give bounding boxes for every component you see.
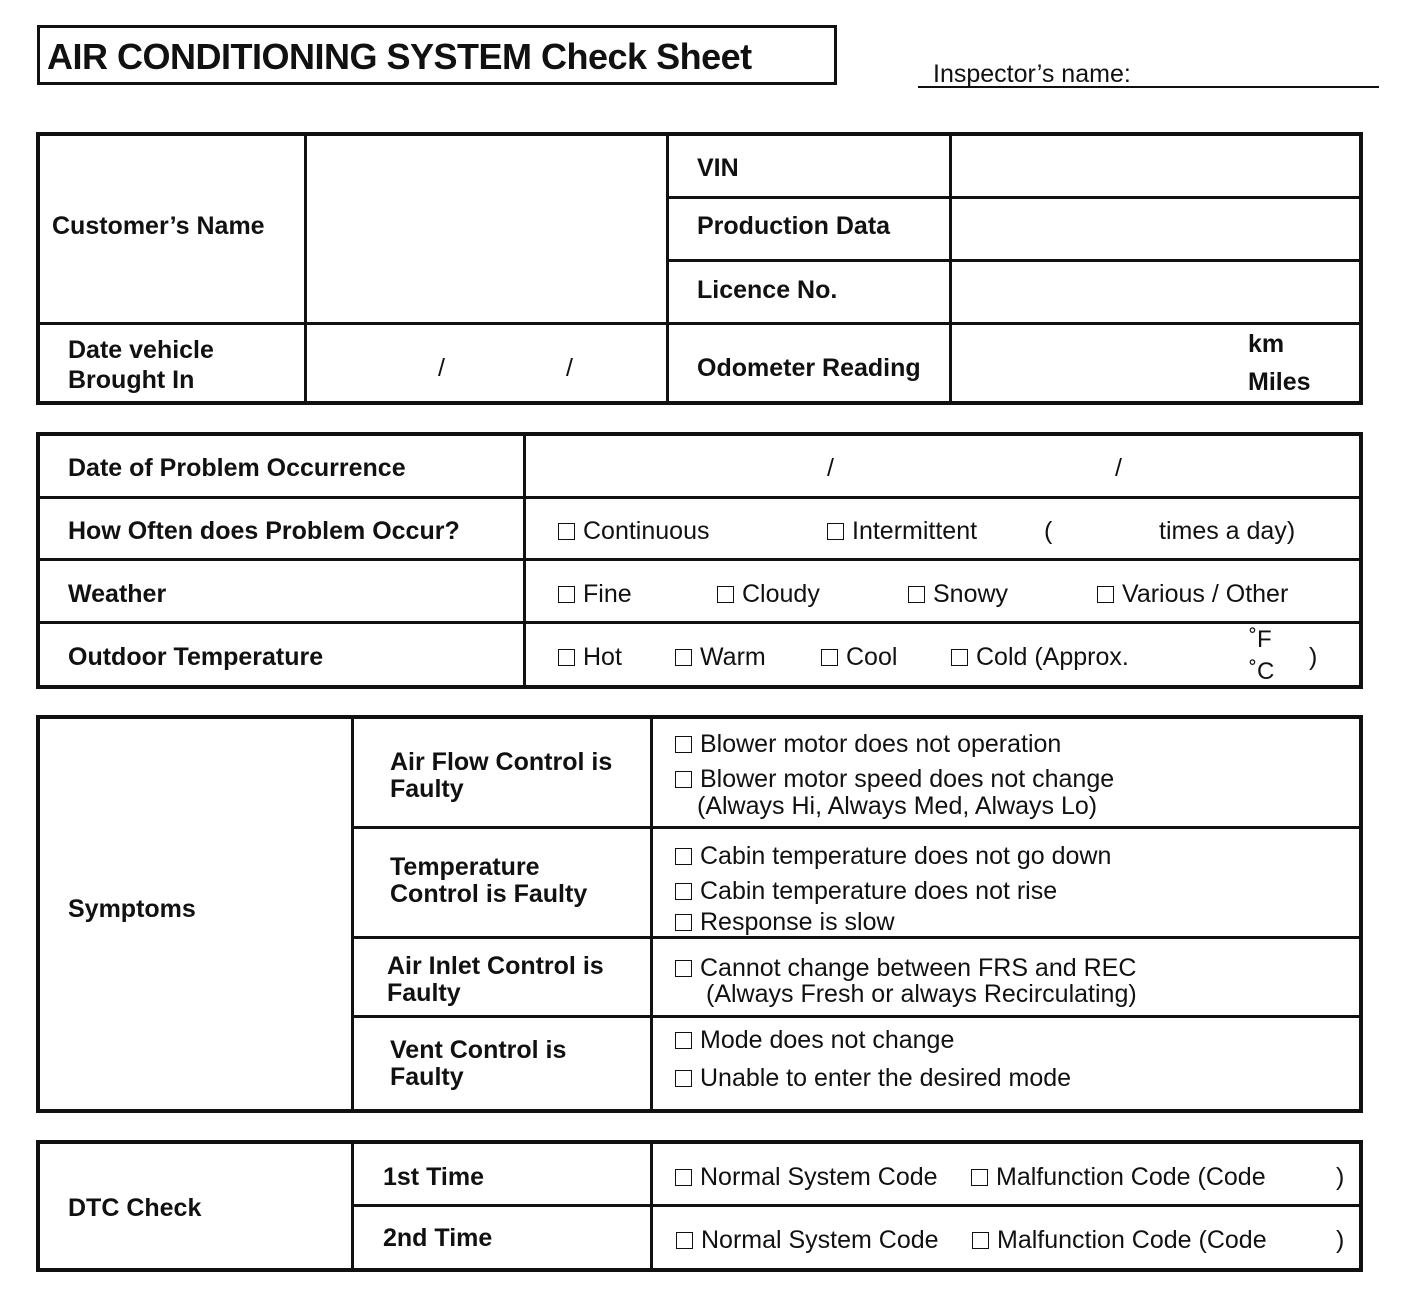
air-flow-label-line1: Air Flow Control is [390, 748, 613, 776]
option-cabin-down[interactable]: Cabin temperature does not go down [675, 842, 1111, 871]
divider [668, 259, 1361, 262]
divider [38, 621, 1361, 624]
checkbox[interactable] [675, 1169, 692, 1186]
option-snowy[interactable]: Snowy [908, 580, 1008, 609]
option-first-normal[interactable]: Normal System Code [675, 1163, 938, 1192]
dtc-second-time-label: 2nd Time [383, 1224, 493, 1252]
option-second-normal[interactable]: Normal System Code [676, 1226, 939, 1255]
checkbox[interactable] [675, 649, 692, 666]
unit-fahrenheit: ˚F [1249, 626, 1272, 653]
close-paren: ) [1336, 1226, 1345, 1254]
option-frs-rec[interactable]: Cannot change between FRS and REC [675, 954, 1136, 983]
date-separator: / [566, 354, 573, 382]
option-second-malfunction[interactable]: Malfunction Code (Code [972, 1226, 1267, 1255]
checkbox[interactable] [675, 883, 692, 900]
checkbox[interactable] [558, 649, 575, 666]
divider [668, 196, 1361, 199]
option-first-malfunction[interactable]: Malfunction Code (Code [971, 1163, 1266, 1192]
option-warm[interactable]: Warm [675, 643, 766, 672]
problem-date-label: Date of Problem Occurrence [68, 454, 406, 482]
option-continuous[interactable]: Continuous [558, 517, 709, 546]
option-hot[interactable]: Hot [558, 643, 622, 672]
option-mode-no-change[interactable]: Mode does not change [675, 1026, 954, 1055]
dtc-check-label: DTC Check [68, 1194, 202, 1222]
checkbox[interactable] [675, 736, 692, 753]
vent-label-line1: Vent Control is [390, 1036, 567, 1064]
divider [38, 496, 1361, 499]
option-blower-speed[interactable]: Blower motor speed does not change [675, 765, 1114, 794]
times-a-day: times a day) [1159, 517, 1296, 545]
checkbox[interactable] [908, 586, 925, 603]
air-inlet-label-line1: Air Inlet Control is [387, 952, 604, 980]
page-title: AIR CONDITIONING SYSTEM Check Sheet [47, 36, 752, 77]
date-brought-label-line1: Date vehicle [68, 336, 214, 364]
divider [666, 134, 669, 403]
inspector-name-field[interactable] [918, 86, 1379, 88]
air-flow-label-line2: Faulty [390, 775, 464, 803]
weather-label: Weather [68, 580, 167, 608]
option-mode-unable[interactable]: Unable to enter the desired mode [675, 1064, 1071, 1093]
checkbox[interactable] [675, 1032, 692, 1049]
unit-km: km [1248, 330, 1285, 358]
customer-name-field[interactable] [308, 136, 664, 320]
air-inlet-label-line2: Faulty [387, 979, 461, 1007]
checkbox[interactable] [676, 1232, 693, 1249]
checkbox[interactable] [675, 960, 692, 977]
symptoms-label: Symptoms [68, 895, 196, 923]
blower-speed-note: (Always Hi, Always Med, Always Lo) [697, 792, 1098, 820]
checkbox[interactable] [821, 649, 838, 666]
date-brought-label-line2: Brought In [68, 366, 195, 394]
checkbox[interactable] [717, 586, 734, 603]
close-paren: ) [1336, 1163, 1345, 1191]
option-intermittent[interactable]: Intermittent [827, 517, 977, 546]
dtc-first-time-label: 1st Time [383, 1163, 484, 1191]
temperature-label-line1: Temperature [390, 853, 540, 881]
odometer-label: Odometer Reading [697, 354, 921, 382]
divider [353, 826, 1361, 829]
divider [38, 558, 1361, 561]
vin-field[interactable] [953, 136, 1359, 194]
unit-celsius: ˚C [1249, 658, 1275, 685]
customer-name-label: Customer’s Name [52, 212, 265, 240]
option-fine[interactable]: Fine [558, 580, 632, 609]
licence-field[interactable] [953, 263, 1359, 320]
checkbox[interactable] [971, 1169, 988, 1186]
how-often-label: How Often does Problem Occur? [68, 517, 460, 545]
option-cabin-rise[interactable]: Cabin temperature does not rise [675, 877, 1057, 906]
option-cloudy[interactable]: Cloudy [717, 580, 820, 609]
checkbox[interactable] [675, 771, 692, 788]
checkbox[interactable] [675, 848, 692, 865]
checkbox[interactable] [675, 1070, 692, 1087]
frs-rec-note: (Always Fresh or always Recirculating) [706, 980, 1137, 1008]
checkbox[interactable] [951, 649, 968, 666]
licence-label: Licence No. [697, 276, 838, 304]
open-paren: ( [1044, 517, 1053, 545]
vin-label: VIN [697, 154, 739, 182]
date-separator: / [1115, 454, 1122, 482]
odometer-field[interactable] [953, 326, 1243, 401]
date-separator: / [438, 354, 445, 382]
option-cold[interactable]: Cold (Approx. [951, 643, 1129, 672]
vent-label-line2: Faulty [390, 1063, 464, 1091]
production-data-field[interactable] [953, 200, 1359, 257]
divider [38, 322, 1361, 325]
checkbox[interactable] [558, 586, 575, 603]
divider [949, 134, 952, 403]
option-various-other[interactable]: Various / Other [1097, 580, 1288, 609]
checkbox[interactable] [558, 523, 575, 540]
option-response-slow[interactable]: Response is slow [675, 908, 895, 937]
divider [304, 134, 307, 403]
production-data-label: Production Data [697, 212, 891, 240]
checkbox[interactable] [675, 914, 692, 931]
divider [351, 717, 354, 1111]
checkbox[interactable] [1097, 586, 1114, 603]
divider [353, 1204, 1361, 1207]
unit-miles: Miles [1248, 368, 1311, 396]
divider [650, 717, 653, 1111]
outdoor-temperature-label: Outdoor Temperature [68, 643, 324, 671]
inspector-name-label: Inspector’s name: [933, 60, 1131, 88]
close-paren: ) [1309, 643, 1318, 671]
temperature-label-line2: Control is Faulty [390, 880, 588, 908]
checkbox[interactable] [972, 1232, 989, 1249]
divider [353, 1015, 1361, 1018]
option-blower-no-op[interactable]: Blower motor does not operation [675, 730, 1061, 759]
date-separator: / [827, 454, 834, 482]
checkbox[interactable] [827, 523, 844, 540]
option-cool[interactable]: Cool [821, 643, 897, 672]
